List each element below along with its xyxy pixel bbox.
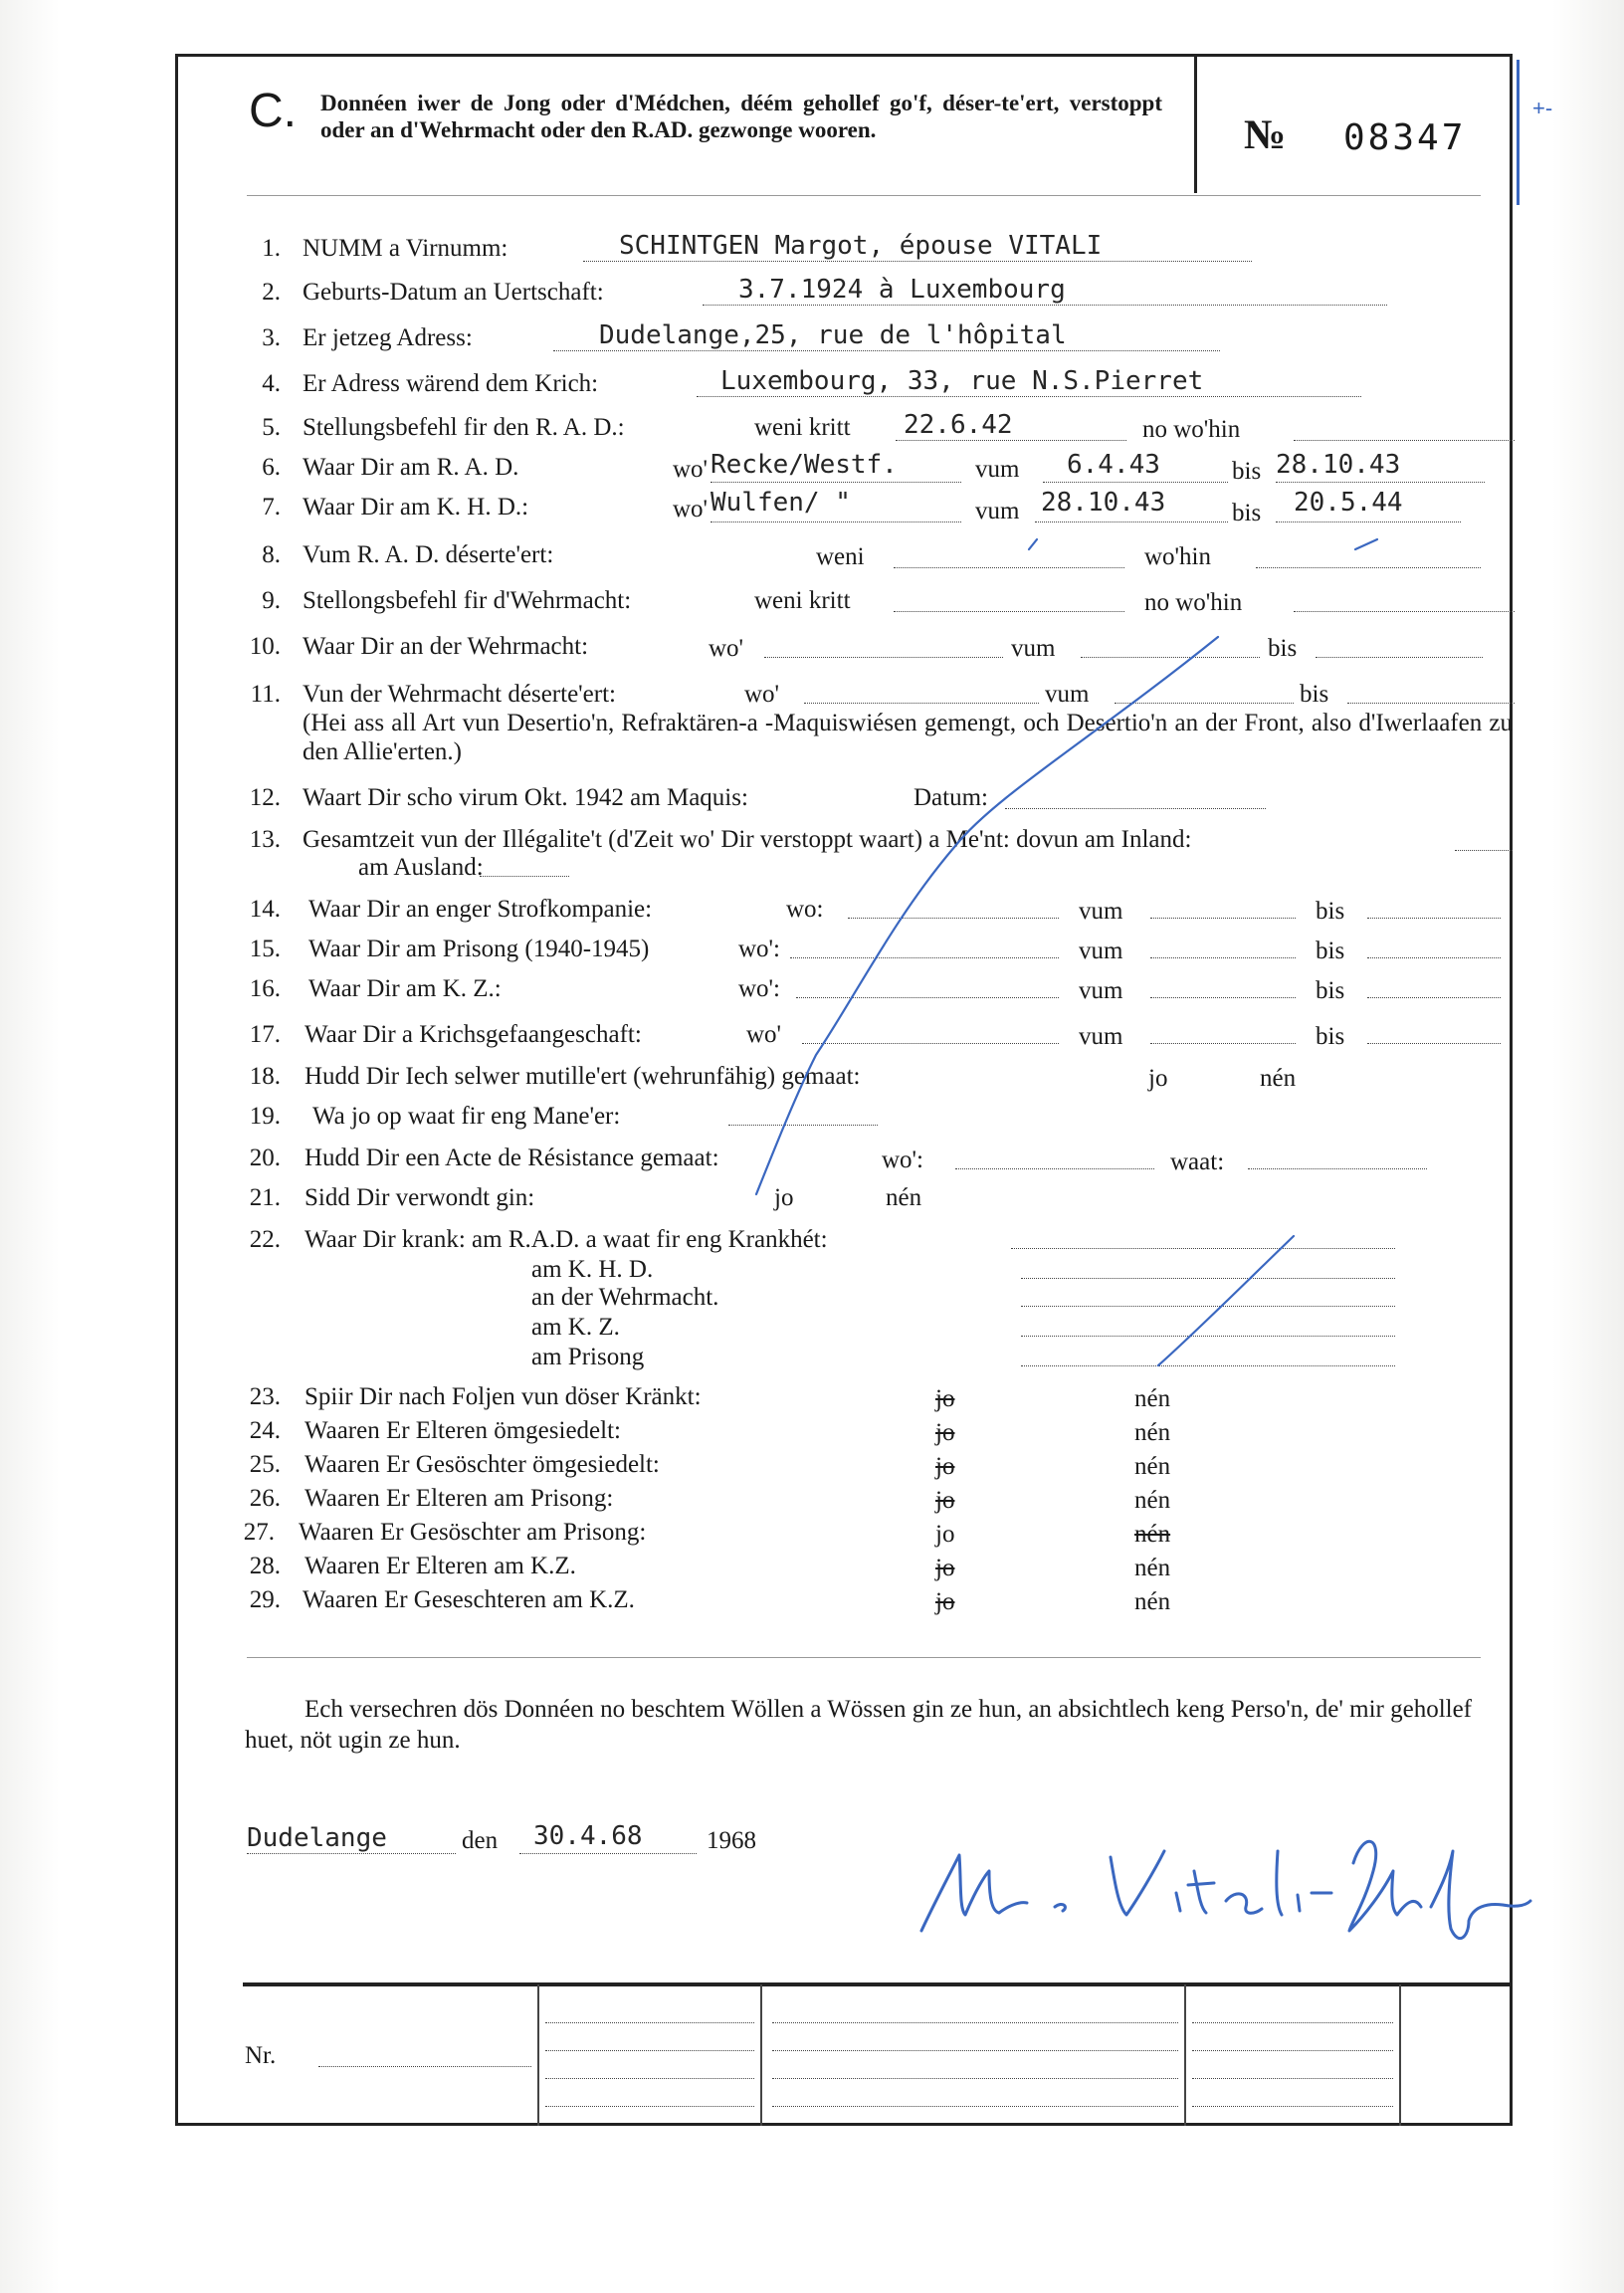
- item-number: 4.: [262, 370, 281, 397]
- wounded-label: Sidd Dir verwondt gin:: [304, 1184, 535, 1211]
- wo-label: wo': [709, 635, 744, 662]
- item-number: 7.: [262, 494, 281, 521]
- grid-column-divider: [537, 1984, 539, 2126]
- rad-place: Recke/Westf.: [710, 450, 898, 480]
- answer-nen: nén: [1134, 1555, 1171, 1581]
- item-number: 26.: [249, 1485, 281, 1512]
- datum-label: Datum:: [914, 784, 988, 811]
- answer-jo: jo: [935, 1555, 955, 1581]
- desertion-note: (Hei ass all Art vun Desertio'n, Refraktären-a -Maquiswiésen gemengt, och Desertio'n an der Front, also d'Iwerlaafen zu den Allie'erten.): [303, 710, 1513, 765]
- siblings-resettled-label: Waaren Er Gesöschter ömgesiedelt:: [304, 1451, 660, 1478]
- grid-column-divider: [760, 1984, 762, 2126]
- rad-order-date: 22.6.42: [904, 410, 1013, 440]
- vum-label: vum: [1011, 635, 1056, 662]
- bis-label: bis: [1316, 977, 1345, 1004]
- resistance-label: Hudd Dir een Acte de Résistance gemaat:: [304, 1145, 719, 1171]
- siblings-kz-label: Waaren Er Geseschteren am K.Z.: [303, 1586, 635, 1613]
- vum-label: vum: [1079, 898, 1123, 925]
- grid-line: [772, 2106, 1178, 2107]
- item-number: 22.: [249, 1226, 281, 1253]
- bottom-grid-top-rule: [243, 1982, 1513, 1986]
- answer-jo: jo: [935, 1419, 955, 1446]
- current-address-label: Er jetzeg Adress:: [303, 324, 473, 351]
- penal-company-label: Waar Dir an enger Strofkompanie:: [308, 896, 653, 923]
- grid-line: [545, 2078, 754, 2079]
- ink-margin-note: +-: [1532, 96, 1553, 120]
- form-title: Donnéen iwer de Jong oder d'Médchen, déém gehollef go'f, déser-te'ert, verstoppt oder an d'Wehrmacht oder den R.AD. gezwonge wooren.: [320, 91, 1162, 142]
- item-number: 5.: [262, 414, 281, 441]
- item-number: 16.: [249, 975, 281, 1002]
- grid-column-divider: [1184, 1984, 1186, 2126]
- nr-line: [318, 2066, 531, 2067]
- answer-nen: nén: [1134, 1419, 1171, 1446]
- answer-nen: nén: [886, 1184, 922, 1211]
- grid-line: [1192, 2050, 1393, 2051]
- parents-kz-label: Waaren Er Elteren am K.Z.: [304, 1553, 576, 1579]
- bis-label: bis: [1232, 458, 1262, 485]
- kz-label: Waar Dir am K. Z.:: [308, 975, 502, 1002]
- birth-value: 3.7.1924 à Luxembourg: [738, 275, 1066, 305]
- wehrmacht-label: Waar Dir an der Wehrmacht:: [303, 633, 589, 660]
- nr-label: Nr.: [245, 2042, 277, 2069]
- item-number: 2.: [262, 279, 281, 306]
- item-number: 17.: [249, 1021, 281, 1048]
- wohin-label: no wo'hin: [1142, 416, 1241, 443]
- item-number: 28.: [249, 1553, 281, 1579]
- declaration-statement: Ech versechren dös Donnéen no beschtem Wöllen a Wössen gin ze hun, an absichtlech keng Perso'n, de' mir gehollef huet, nöt ugin ze hun.: [245, 1696, 1473, 1754]
- ausland-label: am Ausland:: [358, 854, 484, 881]
- birth-label: Geburts-Datum an Uertschaft:: [303, 279, 604, 306]
- weni-label: weni kritt: [754, 587, 851, 614]
- grid-line: [545, 2106, 754, 2107]
- rad-to: 28.10.43: [1276, 450, 1401, 480]
- rad-label: Waar Dir am R. A. D.: [303, 454, 519, 481]
- bis-label: bis: [1232, 500, 1262, 526]
- wohin-label: wo'hin: [1144, 543, 1212, 570]
- current-address-value: Dudelange,25, rue de l'hôpital: [599, 320, 1067, 350]
- grid-line: [772, 2050, 1178, 2051]
- date-value: 30.4.68: [533, 1821, 643, 1851]
- item-number: 24.: [249, 1417, 281, 1444]
- khd-to: 20.5.44: [1294, 488, 1403, 518]
- name-value: SCHINTGEN Margot, épouse VITALI: [619, 231, 1103, 261]
- khd-place: Wulfen/ ": [710, 488, 851, 518]
- item-number: 29.: [249, 1586, 281, 1613]
- item-number: 13.: [249, 826, 281, 853]
- parents-resettled-label: Waaren Er Elteren ömgesiedelt:: [304, 1417, 621, 1444]
- answer-nen: nén: [1134, 1588, 1171, 1615]
- item-number: 11.: [250, 681, 281, 708]
- answer-nen: nén: [1134, 1521, 1171, 1548]
- item-number: 23.: [249, 1383, 281, 1410]
- grid-line: [772, 2078, 1178, 2079]
- illness-sub: am K. Z.: [531, 1314, 620, 1341]
- item-number: 10.: [249, 633, 281, 660]
- answer-jo: jo: [935, 1521, 955, 1548]
- rad-from: 6.4.43: [1067, 450, 1160, 480]
- siblings-prison-label: Waaren Er Gesöschter am Prisong:: [299, 1519, 647, 1546]
- wo-label: wo': [746, 1021, 782, 1048]
- answer-jo: jo: [935, 1487, 955, 1514]
- prison-label: Waar Dir am Prisong (1940-1945): [308, 936, 650, 962]
- vum-label: vum: [1079, 1023, 1123, 1050]
- item-number: 12.: [249, 784, 281, 811]
- grid-line: [545, 2050, 754, 2051]
- year-label: 1968: [707, 1827, 756, 1854]
- form-number: 08347: [1343, 117, 1467, 158]
- wo-label: wo':: [738, 975, 781, 1002]
- answer-jo: jo: [774, 1184, 794, 1211]
- item-number: 1.: [262, 235, 281, 262]
- item-number: 14.: [249, 896, 281, 923]
- waat-label: waat:: [1170, 1148, 1225, 1175]
- vum-label: vum: [1079, 977, 1123, 1004]
- item-number: 18.: [249, 1063, 281, 1090]
- vum-label: vum: [975, 498, 1020, 524]
- bis-label: bis: [1316, 898, 1345, 925]
- answer-jo: jo: [1148, 1065, 1168, 1092]
- grid-line: [1192, 2022, 1393, 2023]
- place-value: Dudelange: [247, 1823, 387, 1853]
- grid-column-divider: [1399, 1984, 1401, 2126]
- section-letter: C.: [249, 85, 297, 137]
- self-mutilation-label: Hudd Dir Iech selwer mutille'ert (wehrunfähig) gemaat:: [304, 1063, 861, 1090]
- vum-label: vum: [1079, 938, 1123, 964]
- grid-line: [1192, 2078, 1393, 2079]
- answer-nen: nén: [1134, 1487, 1171, 1514]
- weni-label: weni: [816, 543, 865, 570]
- parents-prison-label: Waaren Er Elteren am Prisong:: [304, 1485, 614, 1512]
- name-label: NUMM a Virnumm:: [303, 235, 508, 262]
- item-number: 3.: [262, 324, 281, 351]
- answer-jo: jo: [935, 1385, 955, 1412]
- maquis-label: Waart Dir scho virum Okt. 1942 am Maquis:: [303, 784, 748, 811]
- item-number: 25.: [249, 1451, 281, 1478]
- khd-from: 28.10.43: [1041, 488, 1166, 518]
- answer-nen: nén: [1134, 1453, 1171, 1480]
- weni-label: weni kritt: [754, 414, 851, 441]
- item-number: 15.: [249, 936, 281, 962]
- illness-sub: am Prisong: [531, 1344, 645, 1370]
- bis-label: bis: [1300, 681, 1329, 708]
- item-number: 8.: [262, 541, 281, 568]
- khd-label: Waar Dir am K. H. D.:: [303, 494, 529, 521]
- number-sign: №: [1244, 112, 1287, 158]
- manner-label: Wa jo op waat fir eng Mane'er:: [312, 1103, 621, 1130]
- consequences-label: Spiir Dir nach Foljen vun döser Kränkt:: [304, 1383, 702, 1410]
- answer-jo: jo: [935, 1588, 955, 1615]
- vum-label: vum: [1045, 681, 1090, 708]
- item-number: 20.: [249, 1145, 281, 1171]
- item-number: 19.: [249, 1103, 281, 1130]
- item-number: 9.: [262, 587, 281, 614]
- wo-label: wo': [744, 681, 780, 708]
- wohin-label: no wo'hin: [1144, 589, 1243, 616]
- illegality-label: Gesamtzeit vun der Illégalite't (d'Zeit wo' Dir verstoppt waart) a Me'nt: dovun am Inland:: [303, 826, 1192, 853]
- war-address-label: Er Adress wärend dem Krich:: [303, 370, 599, 397]
- grid-line: [1192, 2106, 1393, 2107]
- bis-label: bis: [1268, 635, 1298, 662]
- answer-nen: nén: [1260, 1065, 1297, 1092]
- wehrmacht-order-label: Stellongsbefehl fir d'Wehrmacht:: [303, 587, 632, 614]
- illness-sub: am K. H. D.: [531, 1256, 654, 1283]
- item-number: 21.: [249, 1184, 281, 1211]
- grid-line: [772, 2022, 1178, 2023]
- item-number: 6.: [262, 454, 281, 481]
- item-number: 27.: [243, 1519, 275, 1546]
- rad-order-label: Stellungsbefehl fir den R. A. D.:: [303, 414, 625, 441]
- wo-label: wo':: [882, 1146, 924, 1173]
- illness-label: Waar Dir krank: am R.A.D. a waat fir eng Krankhét:: [304, 1226, 828, 1253]
- wo-label: wo:: [786, 896, 824, 923]
- answer-jo: jo: [935, 1453, 955, 1480]
- wehrmacht-desert-label: Vun der Wehrmacht déserte'ert:: [303, 681, 616, 708]
- answer-nen: nén: [1134, 1385, 1171, 1412]
- pow-label: Waar Dir a Krichsgefaangeschaft:: [304, 1021, 642, 1048]
- wo-label: wo': [673, 496, 709, 522]
- war-address-value: Luxembourg, 33, rue N.S.Pierret: [720, 366, 1204, 396]
- den-label: den: [462, 1827, 499, 1854]
- vum-label: vum: [975, 456, 1020, 483]
- wo-label: wo': [673, 456, 709, 483]
- grid-line: [545, 2022, 754, 2023]
- illness-sub: an der Wehrmacht.: [531, 1284, 719, 1311]
- bis-label: bis: [1316, 938, 1345, 964]
- wo-label: wo':: [738, 936, 781, 962]
- bis-label: bis: [1316, 1023, 1345, 1050]
- rad-desert-label: Vum R. A. D. déserte'ert:: [303, 541, 554, 568]
